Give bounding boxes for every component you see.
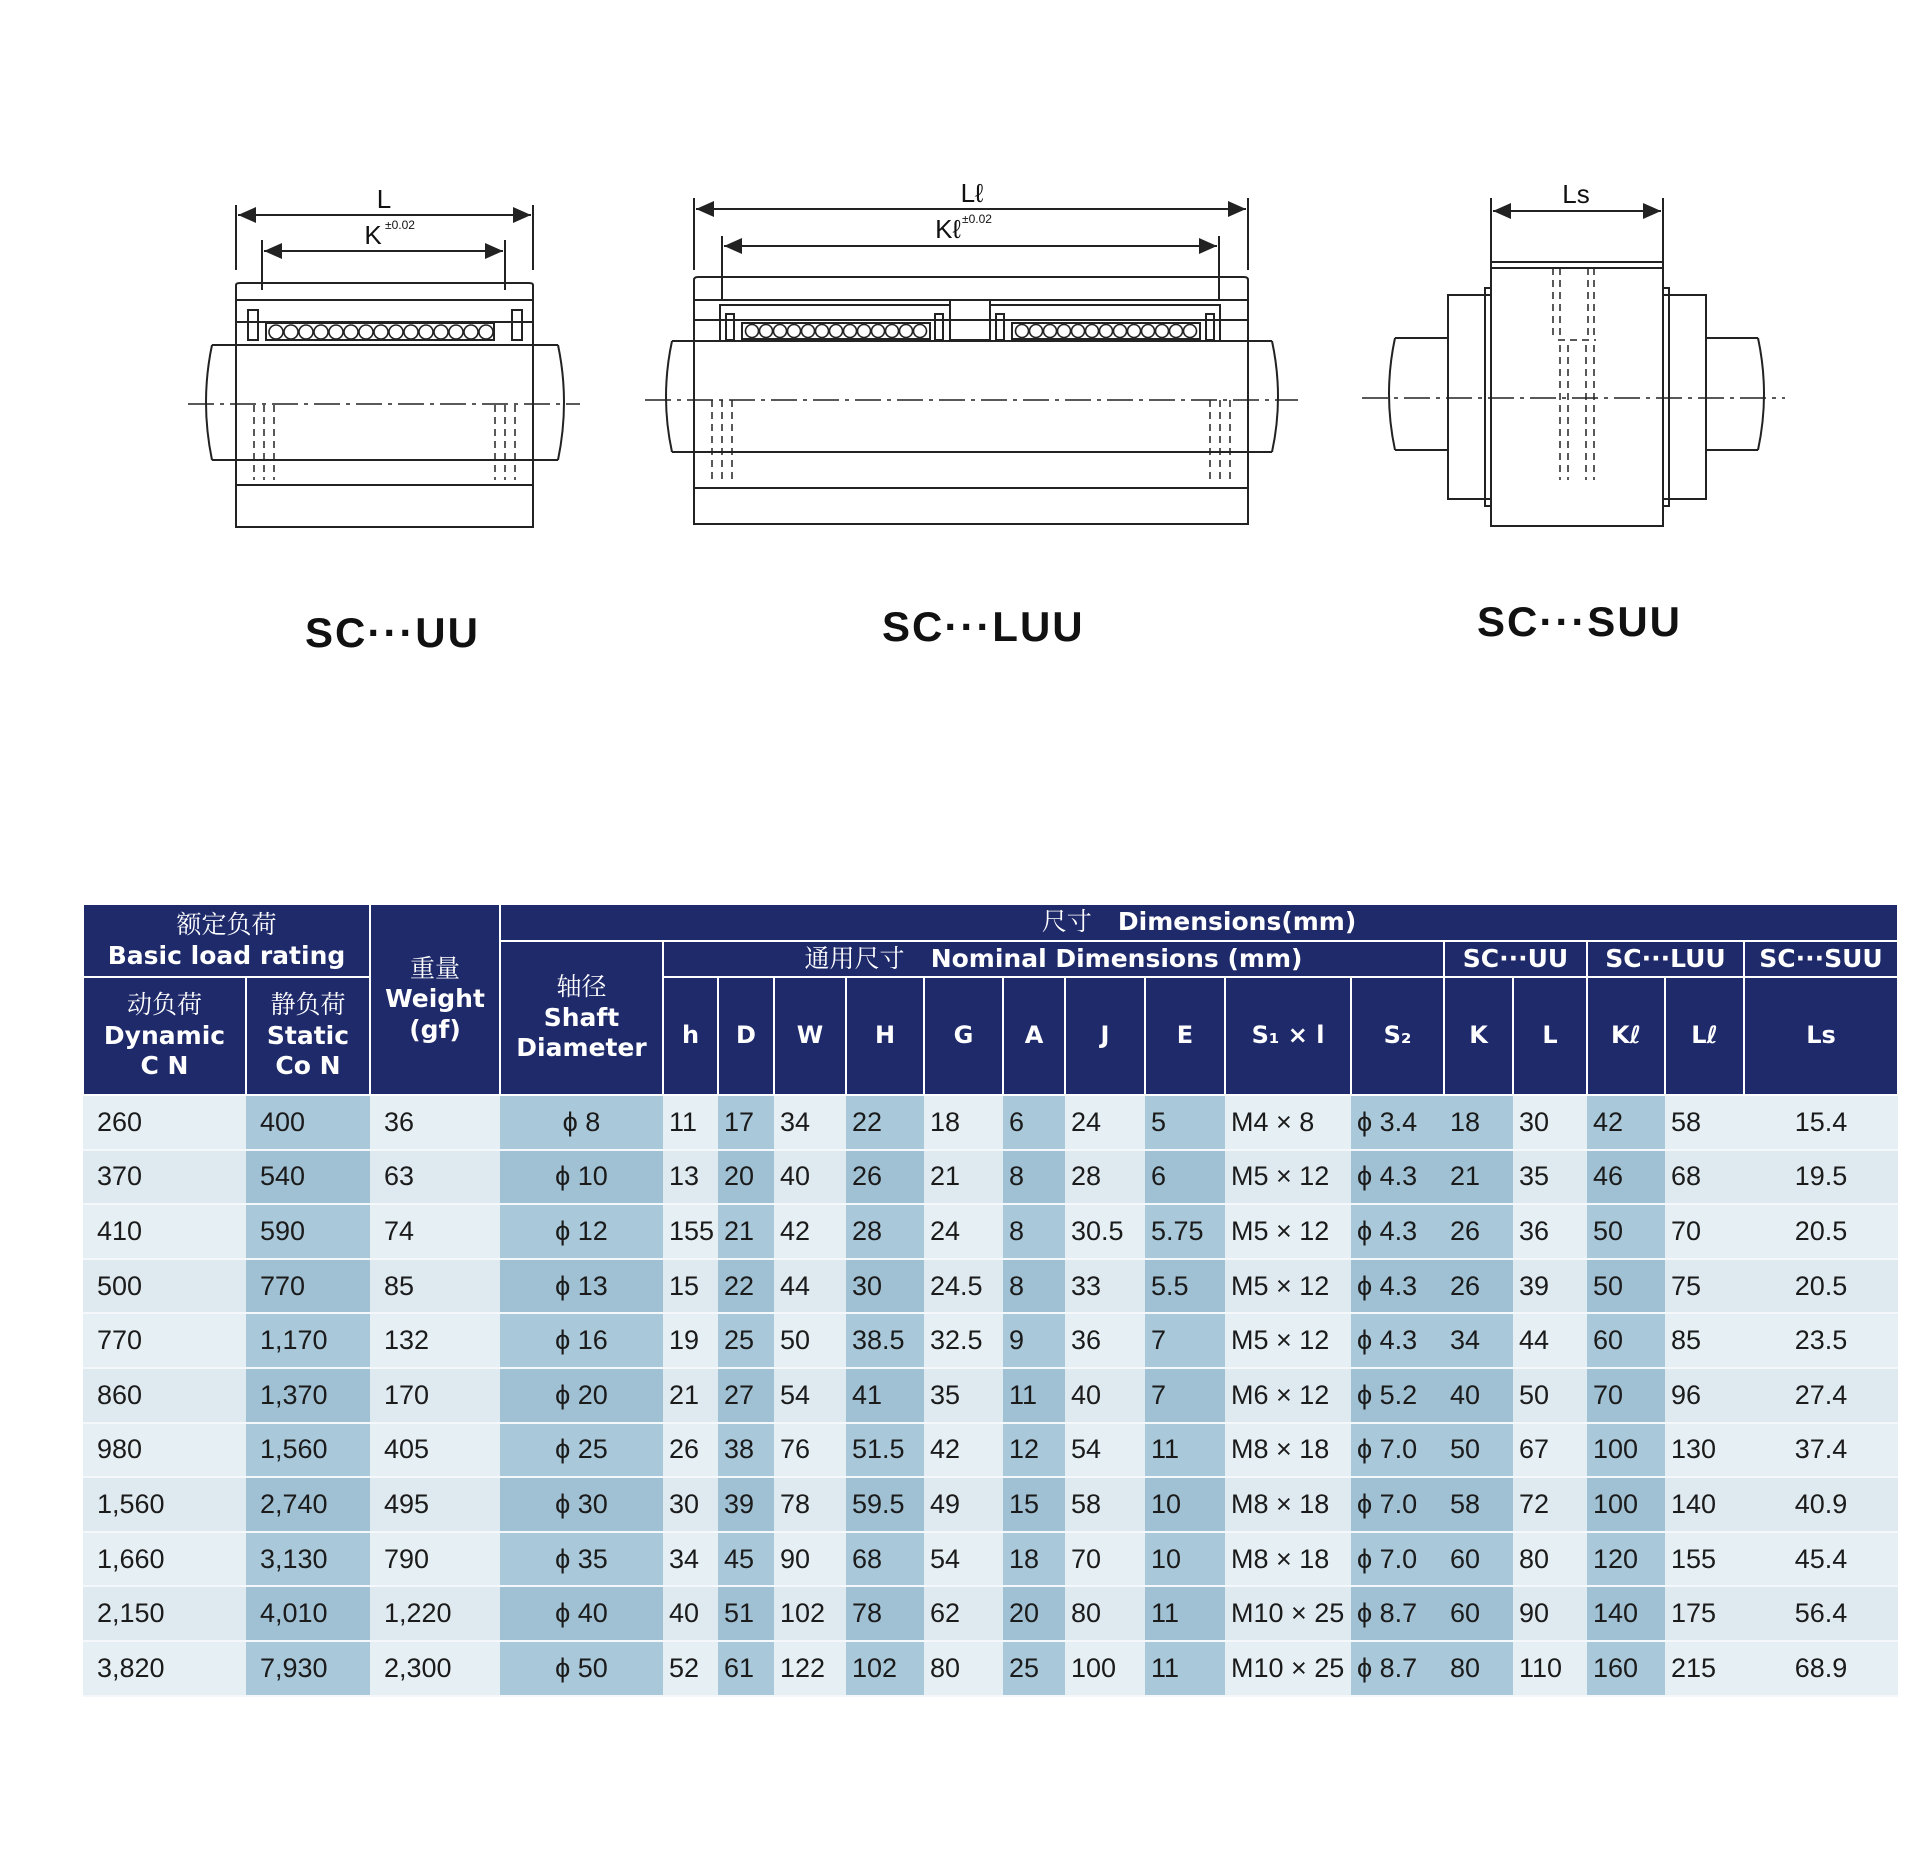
cell-J: 54 <box>1065 1423 1145 1478</box>
table-row <box>83 1204 1898 1259</box>
tolerance-text: ±0.02 <box>385 218 415 232</box>
header-weight-unit: (gf) <box>409 1014 461 1044</box>
header-dimensions-zh: 尺寸 <box>1041 907 1092 936</box>
col-header-E: E <box>1145 977 1225 1095</box>
cell-Kl: 160 <box>1587 1641 1665 1696</box>
cell-H: 22 <box>846 1095 924 1150</box>
cell-W: 122 <box>774 1641 846 1696</box>
cell-Ls: 20.5 <box>1744 1259 1898 1314</box>
dimension-L-text: L <box>376 184 392 214</box>
dimension-Ls-text: Ls <box>1562 179 1590 209</box>
cell-dynamic: 1,560 <box>83 1477 246 1532</box>
cell-Kl: 70 <box>1587 1368 1665 1423</box>
cell-h: 21 <box>663 1368 718 1423</box>
cell-K: 34 <box>1444 1313 1513 1368</box>
cell-Ll: 175 <box>1665 1586 1744 1641</box>
col-header-D: D <box>718 977 774 1095</box>
cell-L: 72 <box>1513 1477 1587 1532</box>
cell-W: 34 <box>774 1095 846 1150</box>
cell-K: 21 <box>1444 1150 1513 1205</box>
cell-H: 41 <box>846 1368 924 1423</box>
cell-E: 10 <box>1145 1532 1225 1587</box>
cell-shaft: ϕ 35 <box>500 1532 663 1587</box>
cell-S2: ϕ 7.0 <box>1351 1532 1444 1587</box>
model-label-sc-luu: SC···LUU <box>882 603 1085 650</box>
cell-Ll: 215 <box>1665 1641 1744 1696</box>
cell-S2: ϕ 5.2 <box>1351 1368 1444 1423</box>
cell-J: 80 <box>1065 1586 1145 1641</box>
cell-shaft: ϕ 16 <box>500 1313 663 1368</box>
cell-J: 36 <box>1065 1313 1145 1368</box>
cell-Ls: 68.9 <box>1744 1641 1898 1696</box>
cell-h: 52 <box>663 1641 718 1696</box>
cell-W: 102 <box>774 1586 846 1641</box>
cell-static: 770 <box>246 1259 370 1314</box>
col-header-S1xl: S₁ × l <box>1225 977 1351 1095</box>
cell-E: 11 <box>1145 1641 1225 1696</box>
cell-K: 26 <box>1444 1259 1513 1314</box>
cell-Ll: 130 <box>1665 1423 1744 1478</box>
cell-shaft: ϕ 40 <box>500 1586 663 1641</box>
col-header-Ls: Ls <box>1744 977 1898 1095</box>
header-dynamic-en: Dynamic <box>103 1020 226 1050</box>
cell-H: 26 <box>846 1150 924 1205</box>
col-header-J: J <box>1065 977 1145 1095</box>
cell-weight: 85 <box>370 1259 500 1314</box>
cell-K: 50 <box>1444 1423 1513 1478</box>
cell-Ls: 56.4 <box>1744 1586 1898 1641</box>
cell-h: 26 <box>663 1423 718 1478</box>
cell-A: 18 <box>1003 1532 1065 1587</box>
col-header-Ll: Lℓ <box>1665 977 1744 1095</box>
dimension-Kl-text: Kℓ <box>935 214 961 244</box>
table-row <box>83 1150 1898 1205</box>
cell-static: 590 <box>246 1204 370 1259</box>
cell-S1xl: M6 × 12 <box>1225 1368 1351 1423</box>
cell-Ls: 20.5 <box>1744 1204 1898 1259</box>
cell-static: 1,370 <box>246 1368 370 1423</box>
header-static-unit: Co N <box>275 1051 341 1081</box>
cell-static: 7,930 <box>246 1641 370 1696</box>
cell-S1xl: M8 × 18 <box>1225 1423 1351 1478</box>
cell-H: 30 <box>846 1259 924 1314</box>
cell-W: 78 <box>774 1477 846 1532</box>
header-weight-en: Weight <box>385 984 485 1014</box>
cell-shaft: ϕ 8 <box>500 1095 663 1150</box>
cell-D: 61 <box>718 1641 774 1696</box>
cell-Ls: 15.4 <box>1744 1095 1898 1150</box>
cell-A: 9 <box>1003 1313 1065 1368</box>
header-shaft-en2: Diameter <box>516 1033 647 1062</box>
cell-E: 6 <box>1145 1150 1225 1205</box>
cell-weight: 36 <box>370 1095 500 1150</box>
cell-weight: 405 <box>370 1423 500 1478</box>
table-row <box>83 1423 1898 1478</box>
cell-dynamic: 260 <box>83 1095 246 1150</box>
cell-D: 20 <box>718 1150 774 1205</box>
cell-dynamic: 370 <box>83 1150 246 1205</box>
header-shaft-diameter <box>500 941 663 1096</box>
cell-Ll: 75 <box>1665 1259 1744 1314</box>
cell-G: 24.5 <box>924 1259 1003 1314</box>
cell-G: 54 <box>924 1532 1003 1587</box>
cell-h: 30 <box>663 1477 718 1532</box>
table-row <box>83 1477 1898 1532</box>
cell-A: 8 <box>1003 1204 1065 1259</box>
cell-G: 24 <box>924 1204 1003 1259</box>
cell-dynamic: 3,820 <box>83 1641 246 1696</box>
col-header-H: H <box>846 977 924 1095</box>
model-label-sc-uu: SC···UU <box>305 609 480 656</box>
cell-E: 5.5 <box>1145 1259 1225 1314</box>
cell-shaft: ϕ 20 <box>500 1368 663 1423</box>
cell-G: 80 <box>924 1641 1003 1696</box>
cell-H: 38.5 <box>846 1313 924 1368</box>
header-dynamic-unit: C N <box>140 1051 189 1081</box>
cell-dynamic: 1,660 <box>83 1532 246 1587</box>
header-static <box>246 977 370 1095</box>
cell-L: 36 <box>1513 1204 1587 1259</box>
cell-Ls: 27.4 <box>1744 1368 1898 1423</box>
header-load-rating-zh: 额定负荷 <box>176 910 277 939</box>
header-basic-load-rating <box>83 904 370 977</box>
header-row-1 <box>83 904 1898 941</box>
dimension-K-text: K <box>364 220 382 250</box>
cell-K: 58 <box>1444 1477 1513 1532</box>
col-header-L: L <box>1513 977 1587 1095</box>
cell-S2: ϕ 4.3 <box>1351 1259 1444 1314</box>
cell-K: 80 <box>1444 1641 1513 1696</box>
cell-S2: ϕ 4.3 <box>1351 1204 1444 1259</box>
cell-K: 60 <box>1444 1532 1513 1587</box>
header-group-sc-luu: SC···LUU <box>1587 941 1744 978</box>
cell-weight: 495 <box>370 1477 500 1532</box>
cell-Kl: 46 <box>1587 1150 1665 1205</box>
cell-h: 13 <box>663 1150 718 1205</box>
cell-S2: ϕ 8.7 <box>1351 1641 1444 1696</box>
cell-weight: 63 <box>370 1150 500 1205</box>
cell-static: 4,010 <box>246 1586 370 1641</box>
cell-H: 78 <box>846 1586 924 1641</box>
cell-Kl: 100 <box>1587 1423 1665 1478</box>
model-label-sc-suu: SC···SUU <box>1477 598 1682 645</box>
cell-A: 25 <box>1003 1641 1065 1696</box>
cell-J: 70 <box>1065 1532 1145 1587</box>
header-dynamic-zh: 动负荷 <box>126 990 202 1020</box>
cell-E: 7 <box>1145 1368 1225 1423</box>
cell-L: 110 <box>1513 1641 1587 1696</box>
cell-Ll: 140 <box>1665 1477 1744 1532</box>
cell-S2: ϕ 4.3 <box>1351 1313 1444 1368</box>
header-dimensions-en: Dimensions(mm) <box>1117 907 1357 936</box>
cell-weight: 132 <box>370 1313 500 1368</box>
table-row <box>83 1259 1898 1314</box>
cell-h: 40 <box>663 1586 718 1641</box>
cell-shaft: ϕ 25 <box>500 1423 663 1478</box>
cell-weight: 74 <box>370 1204 500 1259</box>
cell-J: 40 <box>1065 1368 1145 1423</box>
cell-Ll: 58 <box>1665 1095 1744 1150</box>
cell-Ll: 155 <box>1665 1532 1744 1587</box>
header-shaft-zh: 轴径 <box>556 972 607 1001</box>
cell-shaft: ϕ 13 <box>500 1259 663 1314</box>
spec-table <box>82 903 1899 1697</box>
col-header-A: A <box>1003 977 1065 1095</box>
col-header-Kl: Kℓ <box>1587 977 1665 1095</box>
table-row <box>83 1586 1898 1641</box>
cell-Ls: 45.4 <box>1744 1532 1898 1587</box>
cell-S1xl: M10 × 25 <box>1225 1641 1351 1696</box>
cell-weight: 1,220 <box>370 1586 500 1641</box>
cell-S1xl: M5 × 12 <box>1225 1204 1351 1259</box>
cell-D: 51 <box>718 1586 774 1641</box>
table-row <box>83 1095 1898 1150</box>
cell-K: 60 <box>1444 1586 1513 1641</box>
col-header-K: K <box>1444 977 1513 1095</box>
cell-E: 11 <box>1145 1586 1225 1641</box>
cell-K: 26 <box>1444 1204 1513 1259</box>
cell-dynamic: 980 <box>83 1423 246 1478</box>
cell-J: 100 <box>1065 1641 1145 1696</box>
cell-S2: ϕ 3.4 <box>1351 1095 1444 1150</box>
cell-Ls: 37.4 <box>1744 1423 1898 1478</box>
cell-W: 44 <box>774 1259 846 1314</box>
dimension-Ll-text: Lℓ <box>960 178 984 208</box>
cell-Kl: 120 <box>1587 1532 1665 1587</box>
header-nominal-dimensions <box>663 941 1444 978</box>
cell-W: 76 <box>774 1423 846 1478</box>
cell-W: 90 <box>774 1532 846 1587</box>
spec-table-body <box>83 1095 1898 1696</box>
cell-shaft: ϕ 12 <box>500 1204 663 1259</box>
cell-G: 62 <box>924 1586 1003 1641</box>
cell-S2: ϕ 7.0 <box>1351 1477 1444 1532</box>
cell-h: 19 <box>663 1313 718 1368</box>
cell-weight: 2,300 <box>370 1641 500 1696</box>
header-group-sc-uu: SC···UU <box>1444 941 1587 978</box>
header-group-sc-suu: SC···SUU <box>1744 941 1898 978</box>
cell-S1xl: M4 × 8 <box>1225 1095 1351 1150</box>
cell-L: 80 <box>1513 1532 1587 1587</box>
cell-H: 68 <box>846 1532 924 1587</box>
cell-S2: ϕ 7.0 <box>1351 1423 1444 1478</box>
col-header-S2: S₂ <box>1351 977 1444 1095</box>
cell-Ll: 70 <box>1665 1204 1744 1259</box>
cell-J: 28 <box>1065 1150 1145 1205</box>
cell-H: 102 <box>846 1641 924 1696</box>
cell-A: 15 <box>1003 1477 1065 1532</box>
diagram-sc-suu <box>1362 179 1785 526</box>
technical-drawings <box>0 0 1920 700</box>
cell-G: 21 <box>924 1150 1003 1205</box>
cell-D: 27 <box>718 1368 774 1423</box>
cell-E: 5 <box>1145 1095 1225 1150</box>
cell-E: 11 <box>1145 1423 1225 1478</box>
cell-h: 155 <box>663 1204 718 1259</box>
cell-weight: 170 <box>370 1368 500 1423</box>
cell-E: 7 <box>1145 1313 1225 1368</box>
cell-D: 22 <box>718 1259 774 1314</box>
cell-L: 30 <box>1513 1095 1587 1150</box>
table-row <box>83 1532 1898 1587</box>
table-row <box>83 1313 1898 1368</box>
cell-static: 1,560 <box>246 1423 370 1478</box>
cell-W: 54 <box>774 1368 846 1423</box>
cell-A: 6 <box>1003 1095 1065 1150</box>
cell-G: 49 <box>924 1477 1003 1532</box>
cell-H: 59.5 <box>846 1477 924 1532</box>
header-nominal-en: Nominal Dimensions (mm) <box>930 943 1303 973</box>
cell-h: 15 <box>663 1259 718 1314</box>
cell-Ls: 19.5 <box>1744 1150 1898 1205</box>
cell-static: 1,170 <box>246 1313 370 1368</box>
cell-shaft: ϕ 50 <box>500 1641 663 1696</box>
cell-Kl: 60 <box>1587 1313 1665 1368</box>
cell-A: 20 <box>1003 1586 1065 1641</box>
cell-L: 39 <box>1513 1259 1587 1314</box>
cell-H: 28 <box>846 1204 924 1259</box>
cell-static: 3,130 <box>246 1532 370 1587</box>
col-header-G: G <box>924 977 1003 1095</box>
cell-shaft: ϕ 10 <box>500 1150 663 1205</box>
cell-Ls: 40.9 <box>1744 1477 1898 1532</box>
cell-dynamic: 500 <box>83 1259 246 1314</box>
cell-S1xl: M8 × 18 <box>1225 1532 1351 1587</box>
cell-D: 45 <box>718 1532 774 1587</box>
cell-shaft: ϕ 30 <box>500 1477 663 1532</box>
cell-A: 8 <box>1003 1150 1065 1205</box>
cell-L: 35 <box>1513 1150 1587 1205</box>
cell-W: 42 <box>774 1204 846 1259</box>
cell-S2: ϕ 4.3 <box>1351 1150 1444 1205</box>
cell-S1xl: M5 × 12 <box>1225 1150 1351 1205</box>
cell-J: 30.5 <box>1065 1204 1145 1259</box>
cell-dynamic: 770 <box>83 1313 246 1368</box>
cell-static: 400 <box>246 1095 370 1150</box>
cell-dynamic: 2,150 <box>83 1586 246 1641</box>
cell-Ll: 85 <box>1665 1313 1744 1368</box>
cell-D: 17 <box>718 1095 774 1150</box>
cell-weight: 790 <box>370 1532 500 1587</box>
cell-dynamic: 410 <box>83 1204 246 1259</box>
cell-D: 21 <box>718 1204 774 1259</box>
cell-Kl: 100 <box>1587 1477 1665 1532</box>
cell-L: 67 <box>1513 1423 1587 1478</box>
cell-S1xl: M5 × 12 <box>1225 1259 1351 1314</box>
header-dimensions <box>500 904 1898 941</box>
cell-S1xl: M8 × 18 <box>1225 1477 1351 1532</box>
cell-H: 51.5 <box>846 1423 924 1478</box>
cell-dynamic: 860 <box>83 1368 246 1423</box>
header-shaft-en1: Shaft <box>543 1002 620 1032</box>
cell-K: 40 <box>1444 1368 1513 1423</box>
cell-D: 38 <box>718 1423 774 1478</box>
header-load-rating-en: Basic load rating <box>107 940 346 970</box>
cell-A: 11 <box>1003 1368 1065 1423</box>
cell-static: 540 <box>246 1150 370 1205</box>
cell-G: 32.5 <box>924 1313 1003 1368</box>
cell-A: 12 <box>1003 1423 1065 1478</box>
header-nominal-zh: 通用尺寸 <box>804 943 905 973</box>
header-static-zh: 静负荷 <box>270 990 346 1020</box>
table-row <box>83 1641 1898 1696</box>
cell-E: 5.75 <box>1145 1204 1225 1259</box>
cell-Kl: 50 <box>1587 1259 1665 1314</box>
cell-h: 11 <box>663 1095 718 1150</box>
cell-G: 42 <box>924 1423 1003 1478</box>
col-header-W: W <box>774 977 846 1095</box>
cell-A: 8 <box>1003 1259 1065 1314</box>
cell-L: 90 <box>1513 1586 1587 1641</box>
cell-E: 10 <box>1145 1477 1225 1532</box>
cell-Ll: 96 <box>1665 1368 1744 1423</box>
cell-W: 40 <box>774 1150 846 1205</box>
cell-S2: ϕ 8.7 <box>1351 1586 1444 1641</box>
cell-S1xl: M10 × 25 <box>1225 1586 1351 1641</box>
cell-G: 35 <box>924 1368 1003 1423</box>
cell-J: 24 <box>1065 1095 1145 1150</box>
cell-Kl: 140 <box>1587 1586 1665 1641</box>
cell-J: 33 <box>1065 1259 1145 1314</box>
cell-G: 18 <box>924 1095 1003 1150</box>
cell-S1xl: M5 × 12 <box>1225 1313 1351 1368</box>
tolerance-text: ±0.02 <box>962 212 992 226</box>
cell-L: 44 <box>1513 1313 1587 1368</box>
cell-L: 50 <box>1513 1368 1587 1423</box>
header-row-3 <box>83 977 1898 1095</box>
header-static-en: Static <box>266 1020 350 1050</box>
header-weight <box>370 904 500 1095</box>
table-row <box>83 1368 1898 1423</box>
cell-Ls: 23.5 <box>1744 1313 1898 1368</box>
cell-Kl: 42 <box>1587 1095 1665 1150</box>
diagram-sc-luu <box>645 178 1298 524</box>
cell-D: 25 <box>718 1313 774 1368</box>
col-header-h: h <box>663 977 718 1095</box>
cell-static: 2,740 <box>246 1477 370 1532</box>
cell-D: 39 <box>718 1477 774 1532</box>
cell-Ll: 68 <box>1665 1150 1744 1205</box>
header-dynamic <box>83 977 246 1095</box>
header-weight-zh: 重量 <box>409 953 460 983</box>
cell-h: 34 <box>663 1532 718 1587</box>
diagram-sc-uu <box>188 184 580 527</box>
cell-Kl: 50 <box>1587 1204 1665 1259</box>
cell-K: 18 <box>1444 1095 1513 1150</box>
cell-W: 50 <box>774 1313 846 1368</box>
cell-J: 58 <box>1065 1477 1145 1532</box>
